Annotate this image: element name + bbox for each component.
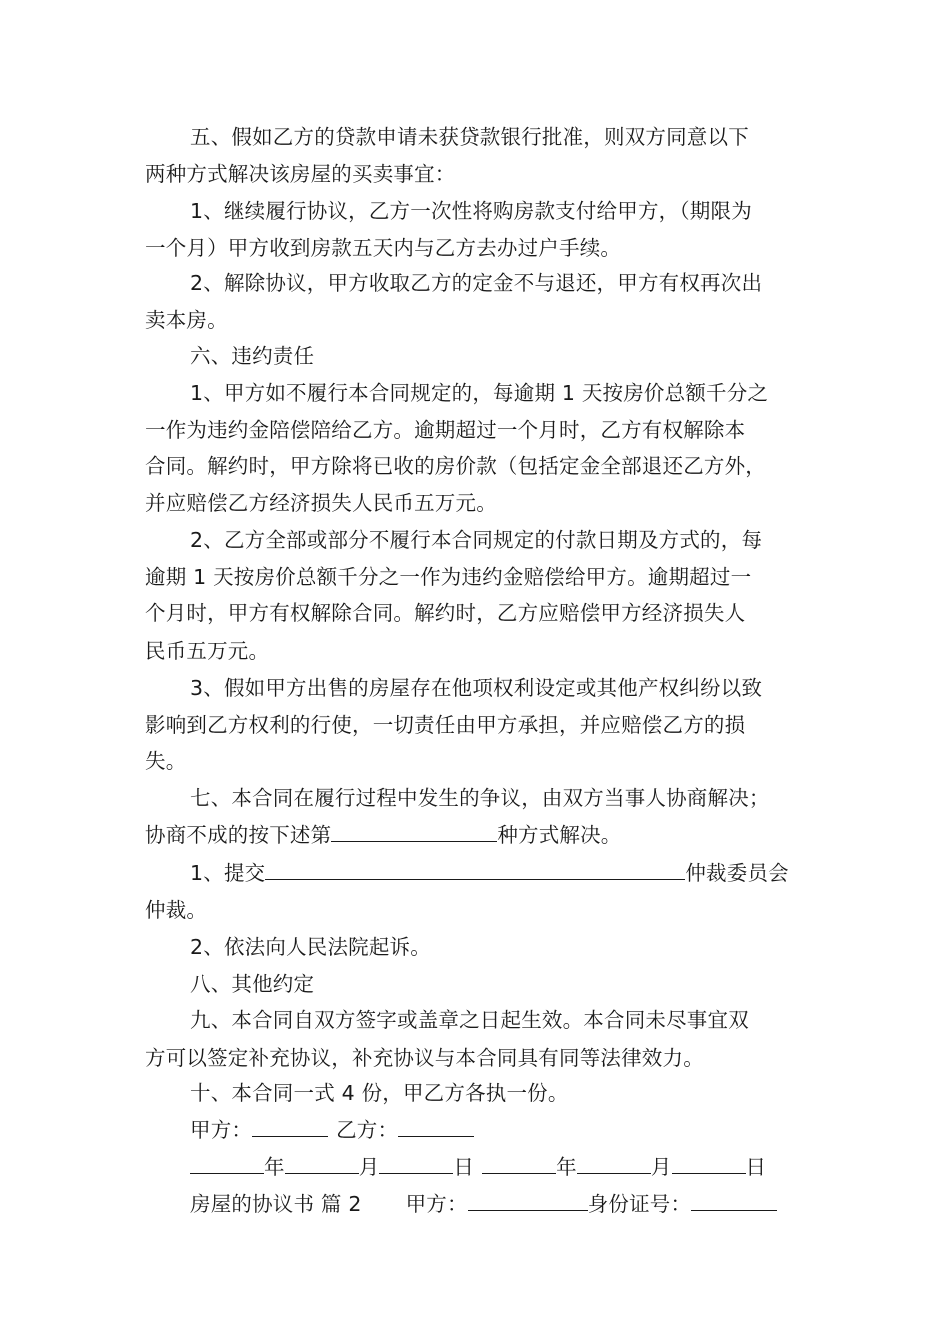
- clause-6-item-3-line-1: 3、假如甲方出售的房屋存在他项权利设定或其他产权纠纷以致: [190, 676, 763, 700]
- arbitration-suffix: 仲裁委员会: [685, 861, 789, 885]
- date-b-year-blank[interactable]: [482, 1154, 556, 1174]
- clause-5-line-2: 两种方式解决该房屋的买卖事宜：: [145, 162, 456, 186]
- arbitration-prefix: 1、提交: [190, 861, 266, 885]
- clause-6-item-2-line-3: 个月时，甲方有权解除合同。解约时，乙方应赔偿甲方经济损失人: [145, 601, 746, 625]
- date-b-day-blank[interactable]: [672, 1154, 746, 1174]
- footer-id-blank[interactable]: [691, 1191, 777, 1211]
- next-section-title: 房屋的协议书 篇 2: [190, 1192, 362, 1216]
- footer-id-label: 身份证号：: [587, 1192, 692, 1216]
- footer-party-a-blank[interactable]: [468, 1191, 588, 1211]
- clause-6-item-2-line-4: 民币五万元。: [145, 639, 270, 663]
- clause-5-line-1: 五、假如乙方的贷款申请未获贷款银行批准，则双方同意以下: [190, 125, 749, 149]
- date-b-year-label: 年: [556, 1155, 577, 1179]
- clause-7-item-1-line-1: [190, 860, 789, 886]
- clause-8-heading: 八、其他约定: [190, 972, 315, 996]
- date-a-year-blank[interactable]: [190, 1154, 264, 1174]
- clause-7-line-2: [145, 822, 622, 848]
- clause-6-item-1-line-2: 一作为违约金陪偿陪给乙方。逾期超过一个月时，乙方有权解除本: [145, 418, 746, 442]
- clause-6-item-2-line-1: 2、乙方全部或部分不履行本合同规定的付款日期及方式的，每: [190, 528, 763, 552]
- footer-party-a-label: 甲方：: [405, 1192, 468, 1216]
- clause-10: 十、本合同一式 4 份，甲乙方各执一份。: [190, 1081, 569, 1105]
- date-b-month-label: 月: [650, 1155, 672, 1179]
- dispute-prefix: 协商不成的按下述第: [145, 823, 332, 847]
- sign-party-b-blank[interactable]: [398, 1117, 474, 1137]
- date-b-month-blank[interactable]: [577, 1154, 651, 1174]
- dispute-suffix: 种方式解决。: [497, 823, 622, 847]
- clause-5-item-2-line-1: 2、解除协议，甲方收取乙方的定金不与退还，甲方有权再次出: [190, 271, 763, 295]
- sign-party-a-blank[interactable]: [252, 1117, 328, 1137]
- date-a-month-blank[interactable]: [285, 1154, 359, 1174]
- sign-party-b-label: 乙方：: [336, 1118, 399, 1142]
- signature-parties-row: [190, 1117, 474, 1143]
- arbitration-committee-blank[interactable]: [265, 860, 685, 880]
- date-a-day-label: 日: [453, 1155, 475, 1179]
- clause-7-item-2: 2、依法向人民法院起诉。: [190, 935, 431, 959]
- signature-dates-row: [190, 1154, 766, 1180]
- clause-9-line-2: 方可以签定补充协议，补充协议与本合同具有同等法律效力。: [145, 1046, 704, 1070]
- clause-6-item-3-line-3: 失。: [145, 749, 187, 773]
- date-a-month-label: 月: [358, 1155, 380, 1179]
- clause-5-item-2-line-2: 卖本房。: [145, 308, 228, 332]
- clause-5-item-1-line-2: 一个月）甲方收到房款五天内与乙方去办过户手续。: [145, 236, 622, 260]
- clause-7-item-1-line-2: 仲裁。: [145, 898, 208, 922]
- clause-6-heading: 六、违约责任: [190, 344, 315, 368]
- date-a-year-label: 年: [264, 1155, 285, 1179]
- date-a-day-blank[interactable]: [379, 1154, 453, 1174]
- clause-6-item-2-line-2: 逾期 1 天按房价总额千分之一作为违约金赔偿给甲方。逾期超过一: [145, 565, 752, 589]
- clause-6-item-1-line-4: 并应赔偿乙方经济损失人民币五万元。: [145, 491, 497, 515]
- date-b-day-label: 日: [745, 1155, 767, 1179]
- clause-9-line-1: 九、本合同自双方签字或盖章之日起生效。本合同未尽事宜双: [190, 1008, 749, 1032]
- clause-6-item-3-line-2: 影响到乙方权利的行使，一切责任由甲方承担，并应赔偿乙方的损: [145, 713, 746, 737]
- sign-party-a-label: 甲方：: [190, 1118, 253, 1142]
- dispute-method-blank[interactable]: [331, 822, 497, 842]
- clause-7-line-1: 七、本合同在履行过程中发生的争议，由双方当事人协商解决；: [190, 786, 770, 810]
- clause-5-item-1-line-1: 1、继续履行协议，乙方一次性将购房款支付给甲方，（期限为: [190, 199, 752, 223]
- clause-6-item-1-line-3: 合同。解约时，甲方除将已收的房价款（包括定金全部退还乙方外，: [145, 454, 766, 478]
- clause-6-item-1-line-1: 1、甲方如不履行本合同规定的，每逾期 1 天按房价总额千分之: [190, 381, 769, 405]
- next-section-row: [190, 1191, 777, 1217]
